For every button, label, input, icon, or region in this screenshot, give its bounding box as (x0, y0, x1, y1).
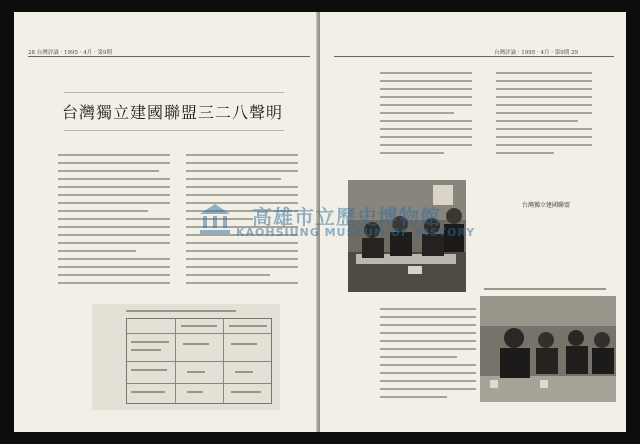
title-rule-top (64, 92, 284, 93)
right-running-header: 台灣評論 · 1995 · 4月 · 第9期 29 (494, 50, 578, 56)
photo-meeting-2 (480, 296, 616, 402)
data-table-panel (92, 304, 280, 410)
museum-watermark (196, 198, 476, 244)
left-column-1-text (58, 154, 170, 290)
photo-caption-text (484, 288, 606, 290)
article-title: 台灣獨立建國聯盟三二八聲明 (62, 103, 284, 122)
title-rule-bottom (64, 130, 284, 131)
statement-signature: 台灣獨立建國聯盟 (522, 202, 571, 209)
watermark-name-zh: 高雄市立歷史博物館 (252, 205, 441, 229)
museum-logo-icon (198, 202, 232, 236)
left-running-header: 28 台灣評論 · 1995 · 4月 · 第9期 (28, 50, 112, 56)
left-header-rule (28, 56, 310, 57)
right-header-rule (334, 56, 614, 57)
right-column-1-text (380, 72, 472, 160)
data-table (126, 318, 272, 404)
right-column-2-text (496, 72, 592, 160)
right-column-3-text (380, 308, 476, 404)
watermark-name-en: KAOHSIUNG MUSEUM OF HISTORY (236, 226, 476, 239)
table-caption-text (126, 310, 236, 312)
